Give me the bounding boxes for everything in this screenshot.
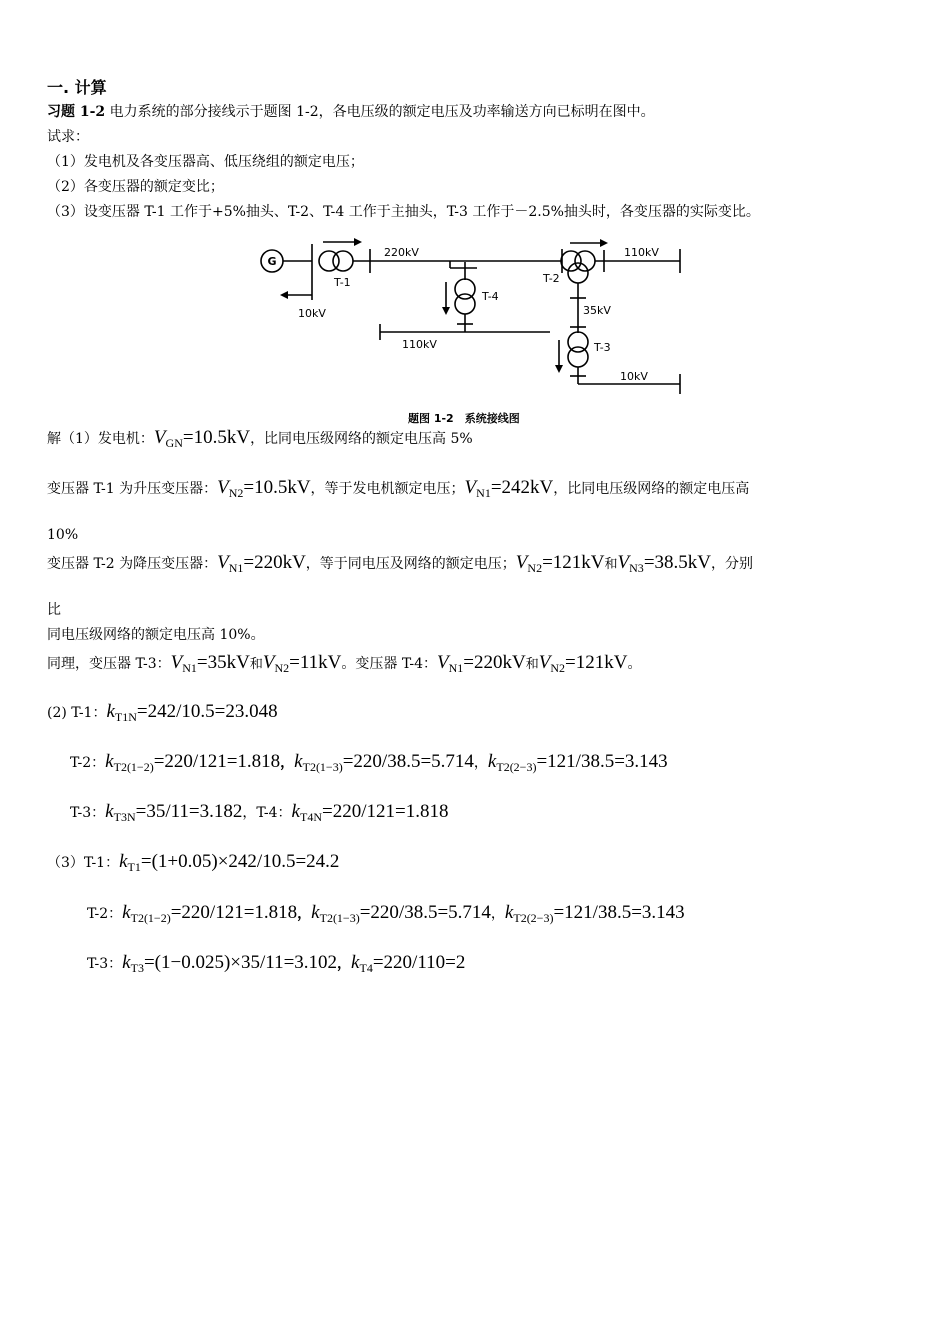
- ratio-label: （3）T-1：: [47, 855, 120, 871]
- subscript: T3N: [113, 810, 136, 824]
- equation-value: =220kV: [463, 652, 526, 673]
- equation-value: =220/121=1.818: [170, 902, 298, 923]
- equation-value: =(1−0.025)×35/11=3.102: [143, 952, 338, 973]
- var-k: k: [487, 751, 497, 772]
- ratio-t3-t4-line: [70, 801, 449, 824]
- var-v: V: [170, 652, 183, 673]
- equation-value: =220/121=1.818: [153, 751, 281, 772]
- t2-symbol-c: [568, 263, 588, 283]
- subscript: N1: [476, 486, 491, 500]
- equation-value: =121/38.5=3.143: [553, 902, 685, 923]
- var-k: k: [311, 902, 320, 923]
- conjunction: 和: [525, 657, 539, 672]
- var-k: k: [504, 902, 514, 923]
- equation-value: =121/38.5=3.143: [536, 751, 668, 772]
- equation-value: =242kV: [490, 477, 554, 498]
- solution-t1-cont: 10%: [47, 527, 79, 543]
- subscript: N1: [448, 661, 464, 675]
- voltage-10kv-gen-label: 10kV: [298, 307, 326, 320]
- t3-symbol-b: [568, 347, 588, 367]
- subscript: N2: [274, 661, 290, 675]
- var-k: k: [122, 902, 131, 923]
- voltage-110kv-right-label: 110kV: [624, 246, 659, 259]
- t4-symbol-b: [455, 294, 475, 314]
- var-k: k: [351, 952, 360, 973]
- subscript: T2(1−2): [113, 760, 154, 774]
- var-k: k: [105, 751, 114, 772]
- subscript: T2(1−3): [319, 911, 360, 925]
- equation-value: =121kV: [565, 652, 628, 673]
- voltage-10kv-t3-label: 10kV: [620, 370, 648, 383]
- t4-label: T-4: [482, 290, 499, 303]
- var-k: k: [122, 952, 131, 973]
- solution-t2-cont1: 比: [47, 602, 61, 618]
- problem-item-2: （2）各变压器的额定变比；: [47, 179, 224, 195]
- ratio-label: T-3：: [70, 805, 106, 821]
- var-k: k: [119, 851, 128, 872]
- var-v: V: [217, 552, 229, 573]
- equation-value: =(1+0.05)×242/10.5=24.2: [140, 851, 340, 872]
- actual-ratio-t3-t4-line: [87, 952, 466, 975]
- equation-value: =220/121=1.818: [321, 801, 449, 822]
- subscript: T4: [359, 961, 373, 975]
- figure-caption: 题图 1-2 系统接线图: [408, 412, 520, 425]
- equation-value: =35kV: [196, 652, 250, 673]
- sentence-end: 。: [627, 656, 642, 672]
- solution-t3-prefix: 同理，变压器 T-3：: [47, 656, 171, 672]
- separator: ，: [337, 956, 352, 972]
- subscript: N1: [228, 561, 244, 575]
- equation-value: =11kV: [289, 652, 342, 673]
- voltage-220kv-label: 220kV: [384, 246, 419, 259]
- ratio-label: ，T-4：: [242, 805, 292, 821]
- ratio-label: T-2：: [70, 755, 106, 771]
- equation-value: =121kV: [542, 552, 605, 573]
- t1-symbol-b: [333, 251, 353, 271]
- solution-t1-line: [47, 477, 750, 500]
- var-k: k: [106, 701, 115, 722]
- subscript: N1: [182, 661, 197, 675]
- generator-label: G: [267, 255, 277, 268]
- t2-label: T-2: [543, 272, 560, 285]
- subscript: N2: [550, 661, 566, 675]
- subscript: T2(2−3): [513, 911, 554, 925]
- subscript: T4N: [299, 810, 322, 824]
- solution-t2-line: [47, 552, 753, 575]
- ratio-label: (2) T-1：: [47, 705, 107, 721]
- equation-value: =220/38.5=5.714: [342, 751, 474, 772]
- problem-ask: 试求：: [47, 129, 89, 145]
- problem-item-3: （3）设变压器 T-1 工作于+5%抽头、T-2、T-4 工作于主抽头，T-3 工作于－2.5%抽头时，各变压器的实际变比。: [47, 204, 760, 220]
- solution-t2-note: ，分别: [711, 556, 753, 572]
- separator: ，: [280, 755, 295, 771]
- subscript: GN: [165, 436, 183, 450]
- subscript: T2(1−2): [130, 911, 171, 925]
- var-k: k: [294, 751, 303, 772]
- equation-value: =242/10.5=23.048: [136, 701, 278, 722]
- t3-label: T-3: [594, 341, 611, 354]
- problem-line: [47, 105, 655, 119]
- subscript: T1: [127, 860, 141, 874]
- subscript: T3: [130, 961, 144, 975]
- ratio-label: T-2：: [87, 906, 123, 922]
- solution-t2-mid: ，等于同电压及网络的额定电压；: [305, 556, 516, 572]
- solution-t2-prefix: 变压器 T-2 为降压变压器：: [47, 556, 218, 572]
- ratio-label: T-3：: [87, 956, 123, 972]
- conjunction: 和: [604, 557, 618, 572]
- equation-value: =10.5kV: [243, 477, 311, 498]
- problem-item-1: （1）发电机及各变压器高、低压绕组的额定电压；: [47, 154, 364, 170]
- equation-value: =220/110=2: [372, 952, 466, 973]
- ratio-t1n-line: [47, 701, 278, 724]
- wiring-diagram: [250, 232, 700, 432]
- var-k: k: [105, 801, 114, 822]
- subscript: N3: [629, 561, 644, 575]
- equation-value: =10.5kV: [182, 427, 251, 448]
- solution-t4-prefix: 。变压器 T-4：: [341, 656, 437, 672]
- solution-gen-note: ，比同电压级网络的额定电压高 5%: [250, 431, 473, 447]
- voltage-110kv-t4-label: 110kV: [402, 338, 437, 351]
- t2-symbol-b: [575, 251, 595, 271]
- var-v: V: [217, 477, 229, 498]
- subscript: N2: [527, 561, 543, 575]
- separator: ，: [297, 906, 312, 922]
- solution-t1-prefix: 变压器 T-1 为升压变压器：: [47, 481, 218, 497]
- equation-value: =220kV: [243, 552, 306, 573]
- separator: ，: [473, 755, 488, 771]
- subscript: N2: [228, 486, 244, 500]
- actual-ratio-t1-line: [47, 851, 340, 874]
- var-v: V: [262, 652, 275, 673]
- t1-label: T-1: [334, 276, 351, 289]
- solution-t1-note: ，比同电压级网络的额定电压高: [553, 481, 750, 497]
- solution-t2-cont2: 同电压级网络的额定电压高 10%。: [47, 627, 265, 643]
- problem-statement: 电力系统的部分接线示于题图 1-2，各电压级的额定电压及功率输送方向已标明在图中。: [109, 104, 655, 120]
- conjunction: 和: [249, 657, 263, 672]
- solution-t1-mid: ，等于发电机额定电压；: [310, 481, 465, 497]
- equation-value: =38.5kV: [643, 552, 711, 573]
- separator: ，: [490, 906, 505, 922]
- section-heading: 一. 计算: [47, 78, 107, 97]
- solution-gen-prefix: 解（1）发电机：: [47, 431, 154, 447]
- problem-label: 习题 1-2: [47, 104, 106, 120]
- equation-value: =220/38.5=5.714: [359, 902, 491, 923]
- var-k: k: [291, 801, 300, 822]
- actual-ratio-t2-line: [87, 902, 685, 925]
- var-v: V: [464, 477, 477, 498]
- subscript: T2(2−3): [496, 760, 537, 774]
- voltage-35kv-label: 35kV: [583, 304, 611, 317]
- subscript: T1N: [114, 710, 137, 724]
- solution-t3-t4-line: [47, 652, 642, 675]
- solution-gen-line: [47, 427, 473, 450]
- var-v: V: [153, 427, 166, 448]
- equation-value: =35/11=3.182: [135, 801, 243, 822]
- var-v: V: [515, 552, 528, 573]
- var-v: V: [437, 652, 449, 673]
- subscript: T2(1−3): [302, 760, 343, 774]
- var-v: V: [538, 652, 551, 673]
- var-v: V: [617, 552, 630, 573]
- ratio-t2-line: [70, 751, 668, 774]
